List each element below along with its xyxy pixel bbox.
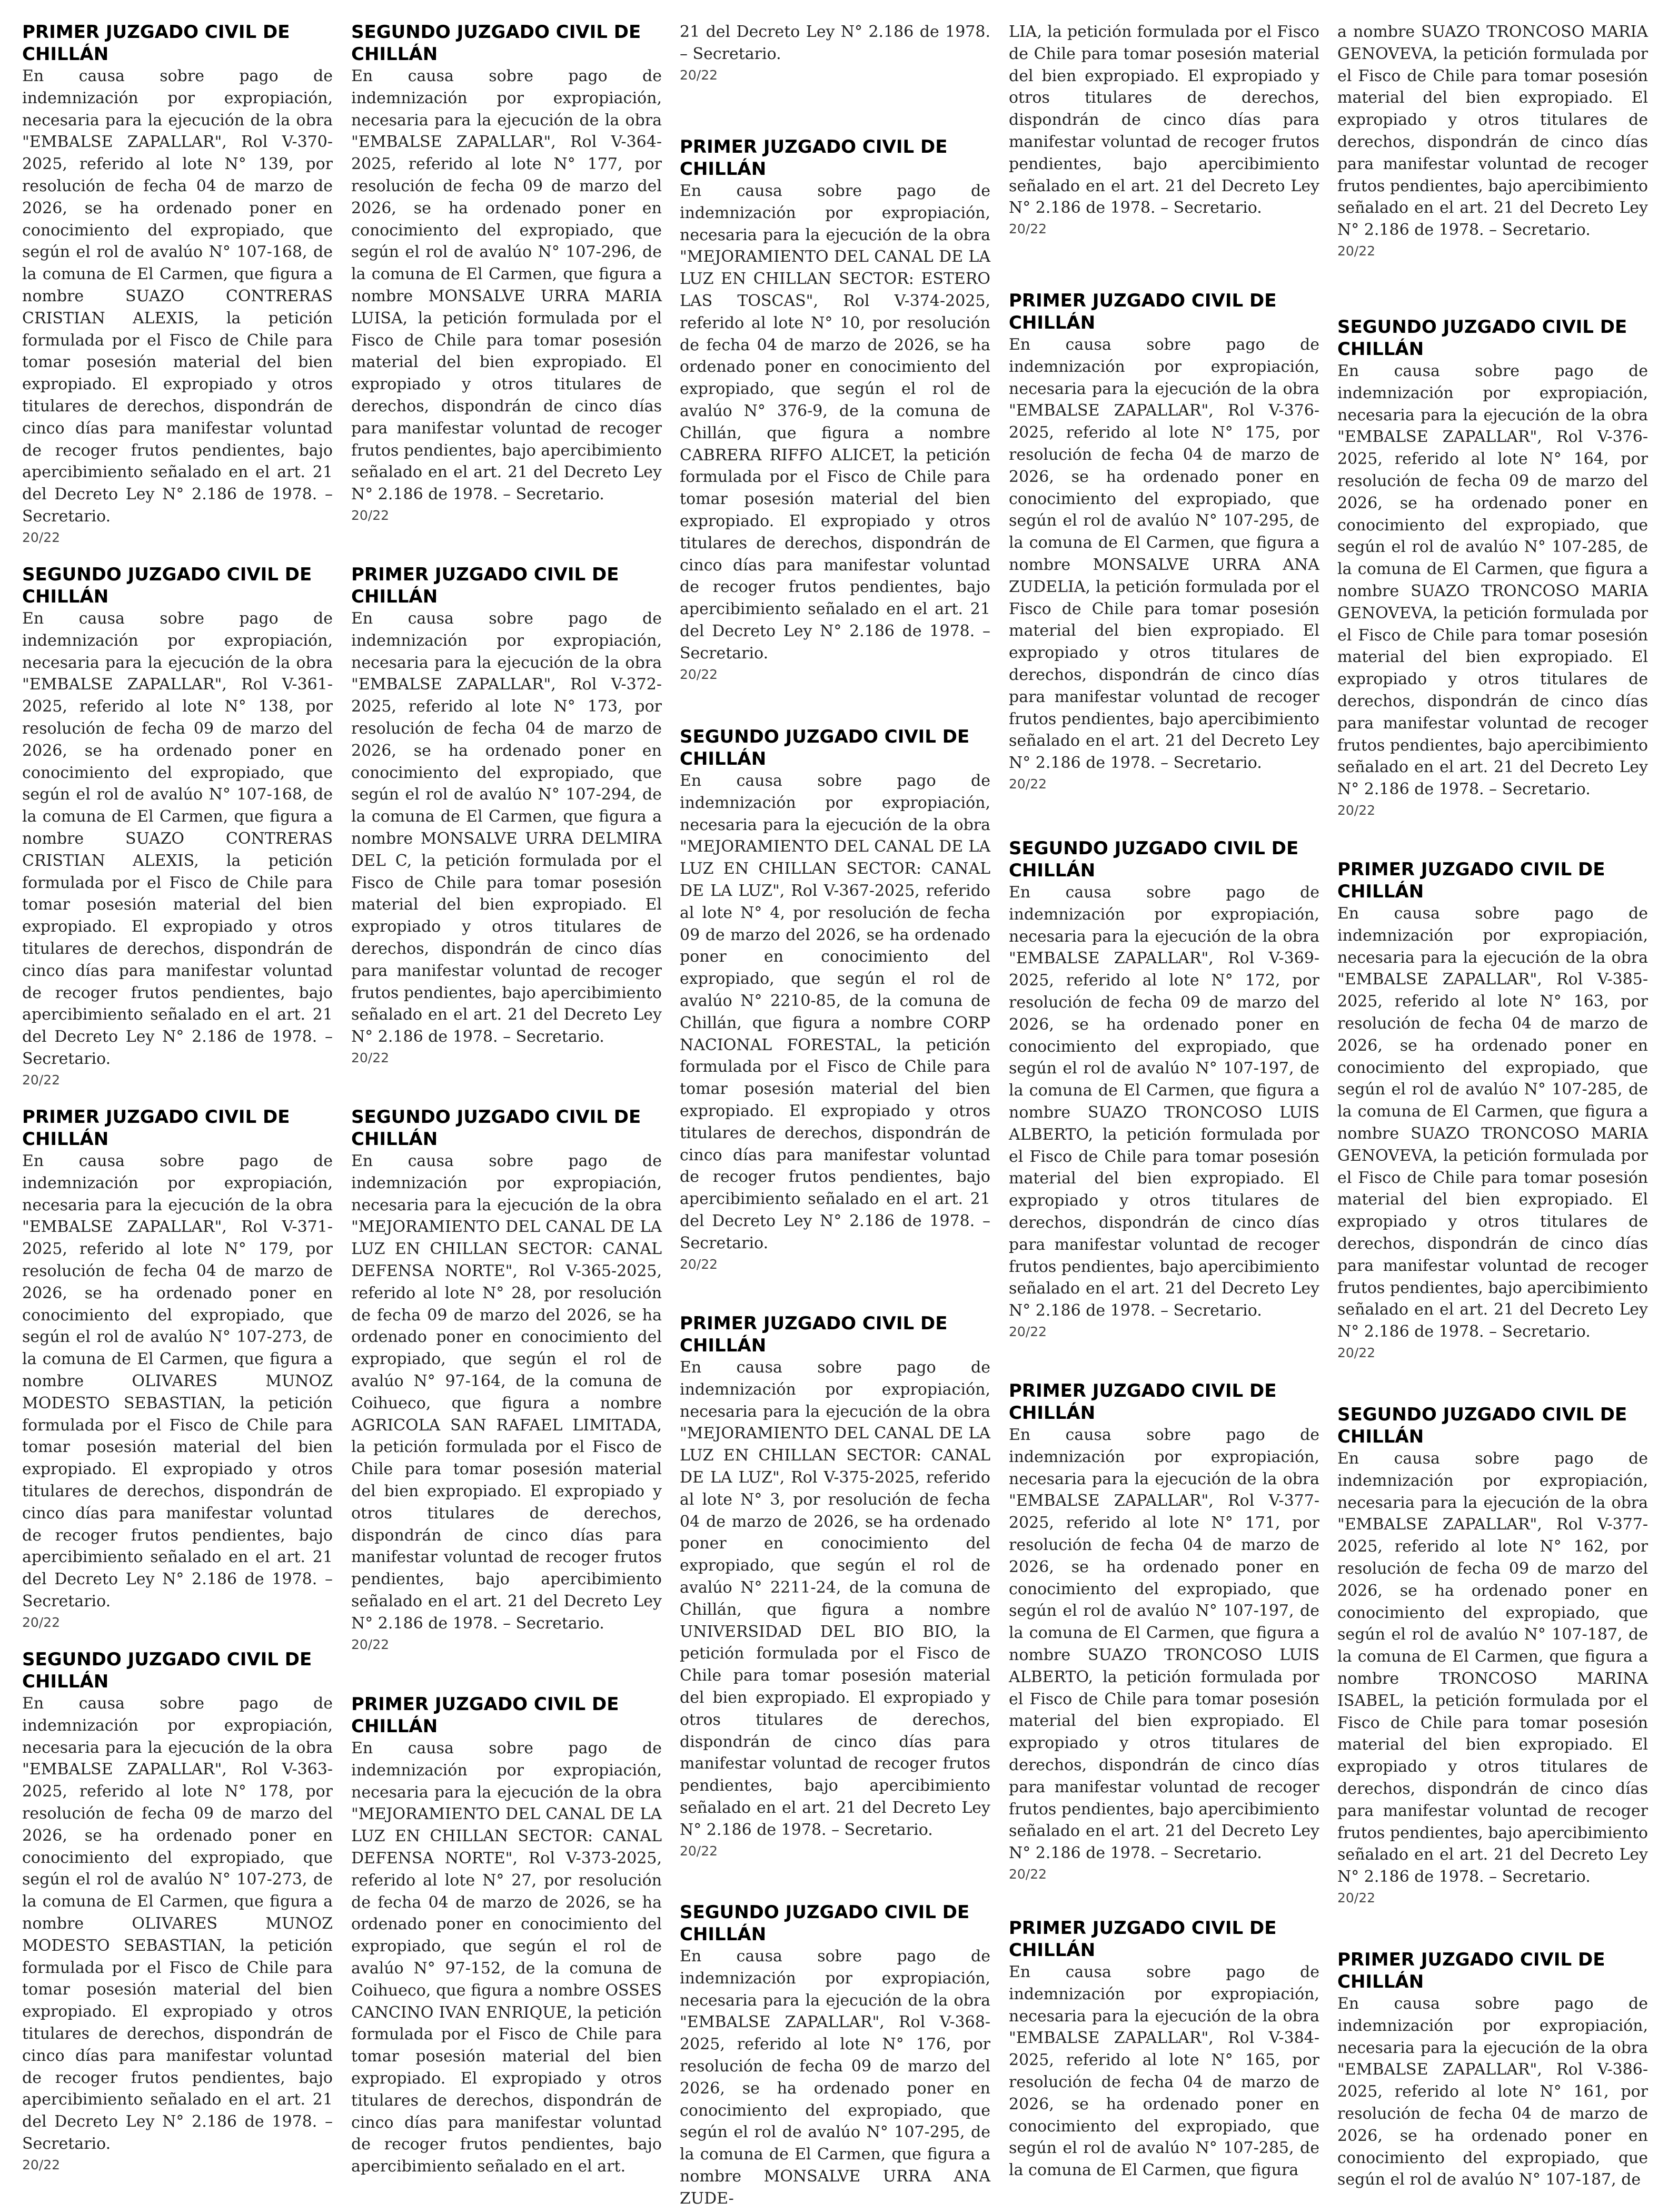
notice-heading: SEGUNDO JUZGADO CIVIL DE CHILLÁN — [1337, 317, 1627, 360]
legal-notice — [680, 136, 990, 685]
notice-body: En causa sobre pago de indemnización por expropiación, necesaria para la ejecución de la obra "MEJORAMIENTO DEL CANAL DE LA LUZ EN CHILLAN SECTOR: CANAL DE LA LUZ", Rol V-375-2025, referido al lote N° 3, por resolución de fecha 04 de marzo de 2026, se ha ordenado poner en conocimiento del expropiado, que según el rol de avalúo N° 2211-24, de la comuna de Chillán, que figura a nombre UNIVERSIDAD DEL BIO BIO, la petición formulada por el Fisco de Chile para tomar posesión material del bien expropiado. El expropiado y otros titulares de derechos, dispondrán de cinco días para manifestar voluntad de recoger frutos pendientes, bajo apercibimiento señalado en el art. 21 del Decreto Ley N° 2.186 de 1978. – Secretario. — [680, 1358, 990, 1839]
legal-notice — [1337, 1404, 1648, 1908]
legal-notice — [22, 21, 333, 548]
notice-code: 20/22 — [351, 1050, 390, 1065]
legal-notice — [1009, 837, 1319, 1342]
notice-body: En causa sobre pago de indemnización por expropiación, necesaria para la ejecución de la obra "EMBALSE ZAPALLAR", Rol V-371-2025, referido al lote N° 179, por resolución de fecha 04 de marzo de 2026, se ha ordenado poner en conocimiento del expropiado, que según el rol de avalúo N° 107-273, de la comuna de El Carmen, que figura a nombre OLIVARES MUNOZ MODESTO SEBASTIAN, la petición formulada por el Fisco de Chile para tomar posesión material del bien expropiado. El expropiado y otros titulares de derechos, dispondrán de cinco días para manifestar voluntad de recoger frutos pendientes, bajo apercibimiento señalado en el art. 21 del Decreto Ley N° 2.186 de 1978. – Secretario. — [22, 1152, 333, 1611]
legal-notice-continued — [1009, 21, 1319, 239]
notice-body: En causa sobre pago de indemnización por expropiación, necesaria para la ejecución de la obra "EMBALSE ZAPALLAR", Rol V-368-2025, referido al lote N° 176, por resolución de fecha 09 de marzo del 2026, se ha ordenado poner en conocimiento del expropiado, que según el rol de avalúo N° 107-295, de la comuna de El Carmen, que figura a nombre MONSALVE URRA ANA ZUDE- — [680, 1947, 990, 2208]
legal-notice — [22, 564, 333, 1090]
notice-body: En causa sobre pago de indemnización por expropiación, necesaria para la ejecución de la obra "EMBALSE ZAPALLAR", Rol V-377-2025, referido al lote N° 171, por resolución de fecha 04 de marzo de 2026, se ha ordenado poner en conocimiento del expropiado, que según el rol de avalúo N° 107-197, de la comuna de El Carmen, que figura a nombre SUAZO TRONCOSO LUIS ALBERTO, la petición formulada por el Fisco de Chile para tomar posesión material del bien expropiado. El expropiado y otros titulares de derechos, dispondrán de cinco días para manifestar voluntad de recoger frutos pendientes, bajo apercibimiento señalado en el art. 21 del Decreto Ley N° 2.186 de 1978. – Secretario. — [1009, 1426, 1319, 1863]
legal-notice — [351, 1693, 662, 2178]
legal-notice — [351, 564, 662, 1068]
legal-notice — [680, 726, 990, 1275]
notice-heading: PRIMER JUZGADO CIVIL DE CHILLÁN — [1009, 290, 1277, 333]
notice-heading: SEGUNDO JUZGADO CIVIL DE CHILLÁN — [1337, 1404, 1627, 1447]
notice-heading: SEGUNDO JUZGADO CIVIL DE CHILLÁN — [22, 564, 312, 607]
notice-code: 20/22 — [22, 529, 61, 545]
notice-body: LIA, la petición formulada por el Fisco de Chile para tomar posesión material del bien expropiado. El expropiado y otros titulares de derechos, dispondrán de cinco días para manifestar voluntad de recoger frutos pendientes, bajo apercibimiento señalado en el art. 21 del Decreto Ley N° 2.186 de 1978. – Secretario. — [1009, 23, 1319, 218]
notice-heading: PRIMER JUZGADO CIVIL DE CHILLÁN — [1337, 1949, 1605, 1992]
notice-body: En causa sobre pago de indemnización por expropiación, necesaria para la ejecución de la obra "MEJORAMIENTO DEL CANAL DE LA LUZ EN CHILLAN SECTOR: CANAL DE LA LUZ", Rol V-367-2025, referido al lote N° 4, por resolución de fecha 09 de marzo del 2026, se ha ordenado poner en conocimiento del expropiado, que según el rol de avalúo N° 2210-85, de la comuna de Chillán, que figura a nombre CORP NACIONAL FORESTAL, la petición formulada por el Fisco de Chile para tomar posesión material del bien expropiado. El expropiado y otros titulares de derechos, dispondrán de cinco días para manifestar voluntad de recoger frutos pendientes, bajo apercibimiento señalado en el art. 21 del Decreto Ley N° 2.186 de 1978. – Secretario. — [680, 772, 990, 1252]
notice-code: 20/22 — [1337, 243, 1376, 259]
legal-notice — [1009, 1917, 1319, 2181]
notice-body: En causa sobre pago de indemnización por expropiación, necesaria para la ejecución de la obra "EMBALSE ZAPALLAR", Rol V-376-2025, referido al lote N° 175, por resolución de fecha 04 de marzo de 2026, se ha ordenado poner en conocimiento del expropiado, que según el rol de avalúo N° 107-295, de la comuna de El Carmen, que figura a nombre MONSALVE URRA ANA ZUDELIA, la petición formulada por el Fisco de Chile para tomar posesión material del bien expropiado. El expropiado y otros titulares de derechos, dispondrán de cinco días para manifestar voluntad de recoger frutos pendientes, bajo apercibimiento señalado en el art. 21 del Decreto Ley N° 2.186 de 1978. – Secretario. — [1009, 335, 1319, 773]
notice-heading: SEGUNDO JUZGADO CIVIL DE CHILLÁN — [680, 1902, 970, 1945]
legal-notice-continued — [680, 21, 990, 85]
notice-code: 20/22 — [1009, 1324, 1047, 1339]
notice-body: En causa sobre pago de indemnización por expropiación, necesaria para la ejecución de la obra "EMBALSE ZAPALLAR", Rol V-386-2025, referido al lote N° 161, por resolución de fecha 04 de marzo de 2026, se ha ordenado poner en conocimiento del expropiado, que según el rol de avalúo N° 107-187, de — [1337, 1994, 1648, 2189]
notice-heading: PRIMER JUZGADO CIVIL DE CHILLÁN — [1009, 1380, 1277, 1424]
notice-heading: SEGUNDO JUZGADO CIVIL DE CHILLÁN — [1009, 838, 1299, 881]
notice-code: 20/22 — [1337, 802, 1376, 818]
notice-code: 20/22 — [1337, 1345, 1376, 1360]
legal-notice — [1009, 290, 1319, 794]
notice-heading: PRIMER JUZGADO CIVIL DE CHILLÁN — [351, 1694, 619, 1737]
notice-code: 20/22 — [680, 67, 718, 83]
notice-code: 20/22 — [1337, 1890, 1376, 1905]
notice-heading: SEGUNDO JUZGADO CIVIL DE CHILLÁN — [680, 726, 970, 769]
legal-notice — [1337, 858, 1648, 1363]
notice-code: 20/22 — [1009, 776, 1047, 792]
legal-notice — [680, 1312, 990, 1861]
notice-heading: PRIMER JUZGADO CIVIL DE CHILLÁN — [22, 22, 290, 65]
notice-code: 20/22 — [680, 666, 718, 682]
notice-code: 20/22 — [22, 1072, 61, 1088]
notice-heading: PRIMER JUZGADO CIVIL DE CHILLÁN — [680, 136, 948, 180]
legal-notice — [1009, 1380, 1319, 1884]
notice-body: En causa sobre pago de indemnización por expropiación, necesaria para la ejecución de la obra "EMBALSE ZAPALLAR", Rol V-384-2025, referido al lote N° 165, por resolución de fecha 04 de marzo de 2026, se ha ordenado poner en conocimiento del expropiado, que según el rol de avalúo N° 107-285, de la comuna de El Carmen, que figura — [1009, 1963, 1319, 2180]
notice-body: En causa sobre pago de indemnización por expropiación, necesaria para la ejecución de la obra "EMBALSE ZAPALLAR", Rol V-376-2025, referido al lote N° 164, por resolución de fecha 09 de marzo del 2026, se ha ordenado poner en conocimiento del expropiado, que según el rol de avalúo N° 107-285, de la comuna de El Carmen, que figura a nombre SUAZO TRONCOSO MARIA GENOVEVA, la petición formulada por el Fisco de Chile para tomar posesión material del bien expropiado. El expropiado y otros titulares de derechos, dispondrán de cinco días para manifestar voluntad de recoger frutos pendientes, bajo apercibimiento señalado en el art. 21 del Decreto Ley N° 2.186 de 1978. – Secretario. — [1337, 362, 1648, 799]
notice-heading: SEGUNDO JUZGADO CIVIL DE CHILLÁN — [22, 1649, 312, 1692]
legal-notice — [680, 1901, 990, 2210]
legal-notice — [22, 1106, 333, 1633]
notice-body: En causa sobre pago de indemnización por expropiación, necesaria para la ejecución de la obra "EMBALSE ZAPALLAR", Rol V-385-2025, referido al lote N° 163, por resolución de fecha 04 de marzo de 2026, se ha ordenado poner en conocimiento del expropiado, que según el rol de avalúo N° 107-285, de la comuna de El Carmen, que figura a nombre SUAZO TRONCOSO MARIA GENOVEVA, la petición formulada por el Fisco de Chile para tomar posesión material del bien expropiado. El expropiado y otros titulares de derechos, dispondrán de cinco días para manifestar voluntad de recoger frutos pendientes, bajo apercibimiento señalado en el art. 21 del Decreto Ley N° 2.186 de 1978. – Secretario. — [1337, 904, 1648, 1341]
notice-code: 20/22 — [680, 1843, 718, 1859]
legal-notice — [22, 1648, 333, 2175]
notice-body: En causa sobre pago de indemnización por expropiación, necesaria para la ejecución de la obra "EMBALSE ZAPALLAR", Rol V-370-2025, referido al lote N° 139, por resolución de fecha 04 de marzo de 2026, se ha ordenado poner en conocimiento del expropiado, que según el rol de avalúo N° 107-168, de la comuna de El Carmen, que figura a nombre SUAZO CONTRERAS CRISTIAN ALEXIS, la petición formulada por el Fisco de Chile para tomar posesión material del bien expropiado. El expropiado y otros titulares de derechos, dispondrán de cinco días para manifestar voluntad de recoger frutos pendientes, bajo apercibimiento señalado en el art. 21 del Decreto Ley N° 2.186 de 1978. – Secretario. — [22, 67, 333, 526]
notice-body: En causa sobre pago de indemnización por expropiación, necesaria para la ejecución de la obra "EMBALSE ZAPALLAR", Rol V-363-2025, referido al lote N° 178, por resolución de fecha 09 de marzo del 2026, se ha ordenado poner en conocimiento del expropiado, que según el rol de avalúo N° 107-273, de la comuna de El Carmen, que figura a nombre OLIVARES MUNOZ MODESTO SEBASTIAN, la petición formulada por el Fisco de Chile para tomar posesión material del bien expropiado. El expropiado y otros titulares de derechos, dispondrán de cinco días para manifestar voluntad de recoger frutos pendientes, bajo apercibimiento señalado en el art. 21 del Decreto Ley N° 2.186 de 1978. – Secretario. — [22, 1694, 333, 2153]
notice-body: 21 del Decreto Ley N° 2.186 de 1978. – Secretario. — [680, 23, 990, 63]
notice-body: En causa sobre pago de indemnización por expropiación, necesaria para la ejecución de la obra "MEJORAMIENTO DEL CANAL DE LA LUZ EN CHILLAN SECTOR: CANAL DEFENSA NORTE", Rol V-373-2025, referido al lote N° 27, por resolución de fecha 04 de marzo de 2026, se ha ordenado poner en conocimiento del expropiado, que según el rol de avalúo N° 97-152, de la comuna de Coihueco, que figura a nombre OSSES CANCINO IVAN ENRIQUE, la petición formulada por el Fisco de Chile para tomar posesión material del bien expropiado. El expropiado y otros titulares de derechos, dispondrán de cinco días para manifestar voluntad de recoger frutos pendientes, bajo apercibimiento señalado en el art. — [351, 1739, 662, 2176]
legal-notice-continued — [1337, 21, 1648, 261]
notice-body: En causa sobre pago de indemnización por expropiación, necesaria para la ejecución de la obra "MEJORAMIENTO DEL CANAL DE LA LUZ EN CHILLAN SECTOR: CANAL DEFENSA NORTE", Rol V-365-2025, referido al lote N° 28, por resolución de fecha 09 de marzo del 2026, se ha ordenado poner en conocimiento del expropiado, que según el rol de avalúo N° 97-164, de la comuna de Coihueco, que figura a nombre AGRICOLA SAN RAFAEL LIMITADA, la petición formulada por el Fisco de Chile para tomar posesión material del bien expropiado. El expropiado y otros titulares de derechos, dispondrán de cinco días para manifestar voluntad de recoger frutos pendientes, bajo apercibimiento señalado en el art. 21 del Decreto Ley N° 2.186 de 1978. – Secretario. — [351, 1152, 662, 1633]
legal-notice — [351, 21, 662, 526]
legal-notice — [1337, 316, 1648, 821]
notice-body: En causa sobre pago de indemnización por expropiación, necesaria para la ejecución de la obra "EMBALSE ZAPALLAR", Rol V-361-2025, referido al lote N° 138, por resolución de fecha 09 de marzo del 2026, se ha ordenado poner en conocimiento del expropiado, que según el rol de avalúo N° 107-168, de la comuna de El Carmen, que figura a nombre SUAZO CONTRERAS CRISTIAN ALEXIS, la petición formulada por el Fisco de Chile para tomar posesión material del bien expropiado. El expropiado y otros titulares de derechos, dispondrán de cinco días para manifestar voluntad de recoger frutos pendientes, bajo apercibimiento señalado en el art. 21 del Decreto Ley N° 2.186 de 1978. – Secretario. — [22, 609, 333, 1068]
notice-code: 20/22 — [1009, 221, 1047, 237]
notice-code: 20/22 — [22, 2157, 61, 2172]
notice-code: 20/22 — [680, 1256, 718, 1272]
notice-code: 20/22 — [22, 1614, 61, 1630]
notice-heading: SEGUNDO JUZGADO CIVIL DE CHILLÁN — [351, 1107, 641, 1150]
notice-body: En causa sobre pago de indemnización por expropiación, necesaria para la ejecución de la obra "EMBALSE ZAPALLAR", Rol V-369-2025, referido al lote N° 172, por resolución de fecha 09 de marzo del 2026, se ha ordenado poner en conocimiento del expropiado, que según el rol de avalúo N° 107-197, de la comuna de El Carmen, que figura a nombre SUAZO TRONCOSO LUIS ALBERTO, la petición formulada por el Fisco de Chile para tomar posesión material del bien expropiado. El expropiado y otros titulares de derechos, dispondrán de cinco días para manifestar voluntad de recoger frutos pendientes, bajo apercibimiento señalado en el art. 21 del Decreto Ley N° 2.186 de 1978. – Secretario. — [1009, 883, 1319, 1320]
notice-heading: PRIMER JUZGADO CIVIL DE CHILLÁN — [1009, 1918, 1277, 1961]
notice-code: 20/22 — [1009, 1866, 1047, 1882]
legal-notice — [1337, 1949, 1648, 2191]
notice-body: En causa sobre pago de indemnización por expropiación, necesaria para la ejecución de la obra "EMBALSE ZAPALLAR", Rol V-372-2025, referido al lote N° 173, por resolución de fecha 04 de marzo de 2026, se ha ordenado poner en conocimiento del expropiado, que según el rol de avalúo N° 107-294, de la comuna de El Carmen, que figura a nombre MONSALVE URRA DELMIRA DEL C, la petición formulada por el Fisco de Chile para tomar posesión material del bien expropiado. El expropiado y otros titulares de derechos, dispondrán de cinco días para manifestar voluntad de recoger frutos pendientes, bajo apercibimiento señalado en el art. 21 del Decreto Ley N° 2.186 de 1978. – Secretario. — [351, 609, 662, 1046]
notice-body: En causa sobre pago de indemnización por expropiación, necesaria para la ejecución de la obra "EMBALSE ZAPALLAR", Rol V-364-2025, referido al lote N° 177, por resolución de fecha 09 de marzo del 2026, se ha ordenado poner en conocimiento del expropiado, que según el rol de avalúo N° 107-296, de la comuna de El Carmen, que figura a nombre MONSALVE URRA MARIA LUISA, la petición formulada por el Fisco de Chile para tomar posesión material del bien expropiado. El expropiado y otros titulares de derechos, dispondrán de cinco días para manifestar voluntad de recoger frutos pendientes, bajo apercibimiento señalado en el art. 21 del Decreto Ley N° 2.186 de 1978. – Secretario. — [351, 67, 662, 504]
notice-heading: PRIMER JUZGADO CIVIL DE CHILLÁN — [351, 564, 619, 607]
notice-body: a nombre SUAZO TRONCOSO MARIA GENOVEVA, la petición formulada por el Fisco de Chile para tomar posesión material del bien expropiado. El expropiado y otros titulares de derechos, dispondrán de cinco días para manifestar voluntad de recoger frutos pendientes, bajo apercibimiento señalado en el art. 21 del Decreto Ley N° 2.186 de 1978. – Secretario. — [1337, 23, 1648, 240]
notice-code: 20/22 — [351, 1636, 390, 1652]
notice-heading: SEGUNDO JUZGADO CIVIL DE CHILLÁN — [351, 22, 641, 65]
notice-heading: PRIMER JUZGADO CIVIL DE CHILLÁN — [680, 1313, 948, 1356]
notice-code: 20/22 — [351, 507, 390, 523]
legal-notice — [351, 1106, 662, 1655]
notice-body: En causa sobre pago de indemnización por expropiación, necesaria para la ejecución de la obra "EMBALSE ZAPALLAR", Rol V-377-2025, referido al lote N° 162, por resolución de fecha 09 de marzo del 2026, se ha ordenado poner en conocimiento del expropiado, que según el rol de avalúo N° 107-187, de la comuna de El Carmen, que figura a nombre TRONCOSO MARINA ISABEL, la petición formulada por el Fisco de Chile para tomar posesión material del bien expropiado. El expropiado y otros titulares de derechos, dispondrán de cinco días para manifestar voluntad de recoger frutos pendientes, bajo apercibimiento señalado en el art. 21 del Decreto Ley N° 2.186 de 1978. – Secretario. — [1337, 1449, 1648, 1887]
notice-heading: PRIMER JUZGADO CIVIL DE CHILLÁN — [1337, 859, 1605, 902]
notice-body: En causa sobre pago de indemnización por expropiación, necesaria para la ejecución de la obra "MEJORAMIENTO DEL CANAL DE LA LUZ EN CHILLAN SECTOR: ESTERO LAS TOSCAS", Rol V-374-2025, referido al lote N° 10, por resolución de fecha 04 de marzo de 2026, se ha ordenado poner en conocimiento del expropiado, que según el rol de avalúo N° 376-9, de la comuna de Chillán, que figura a nombre CABRERA RIFFO ALICET, la petición formulada por el Fisco de Chile para tomar posesión material del bien expropiado. El expropiado y otros titulares de derechos, dispondrán de cinco días para manifestar voluntad de recoger frutos pendientes, bajo apercibimiento señalado en el art. 21 del Decreto Ley N° 2.186 de 1978. – Secretario. — [680, 182, 990, 663]
notice-heading: PRIMER JUZGADO CIVIL DE CHILLÁN — [22, 1107, 290, 1150]
